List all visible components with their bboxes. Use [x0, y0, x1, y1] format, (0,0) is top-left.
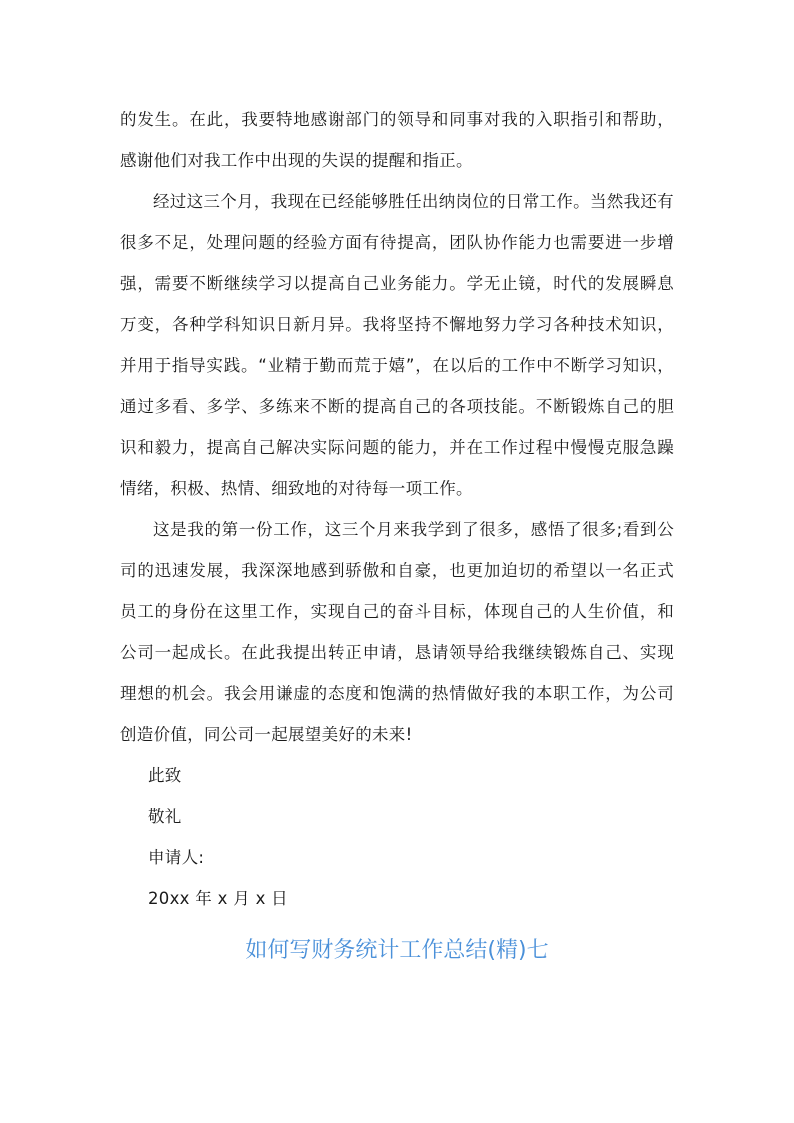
paragraph-continued: 的发生。在此，我要特地感谢部门的领导和同事对我的入职指引和帮助，感谢他们对我工作中出现的失误的提醒和指正。	[120, 110, 674, 170]
section-heading: 如何写财务统计工作总结(精)七	[245, 938, 549, 963]
date-line: 20xx 年 x 月 x 日	[148, 889, 288, 908]
paragraph-progress: 经过这三个月，我现在已经能够胜任出纳岗位的日常工作。当然我还有很多不足，处理问题的经验方面有待提高，团队协作能力也需要进一步增强，需要不断继续学习以提高自己业务能力。学无止镜，时代的发展瞬息万变，各种学科知识日新月异。我将坚持不懈地努力学习各种技术知识，并用于指导实践。“业精于勤而荒于嬉”，在以后的工作中不断学习知识，通过多看、多学、多练来不断的提高自己的各项技能。不断锻炼自己的胆识和毅力，提高自己解决实际问题的能力，并在工作过程中慢慢克服急躁情绪，积极、热情、细致地的对待每一项工作。	[120, 192, 674, 498]
closing-salutation: 此致	[148, 766, 182, 785]
applicant-label: 申请人:	[148, 848, 205, 867]
letter-body	[120, 99, 674, 919]
paragraph-application: 这是我的第一份工作，这三个月来我学到了很多，感悟了很多;看到公司的迅速发展，我深深地感到骄傲和自豪，也更加迫切的希望以一名正式员工的身份在这里工作，实现自己的奋斗目标，体现自己的人生价值，和公司一起成长。在此我提出转正申请，恳请领导给我继续锻炼自己、实现理想的机会。我会用谦虚的态度和饱满的热情做好我的本职工作，为公司创造价值，同公司一起展望美好的未来!	[120, 520, 674, 744]
closing-regards: 敬礼	[148, 807, 182, 826]
